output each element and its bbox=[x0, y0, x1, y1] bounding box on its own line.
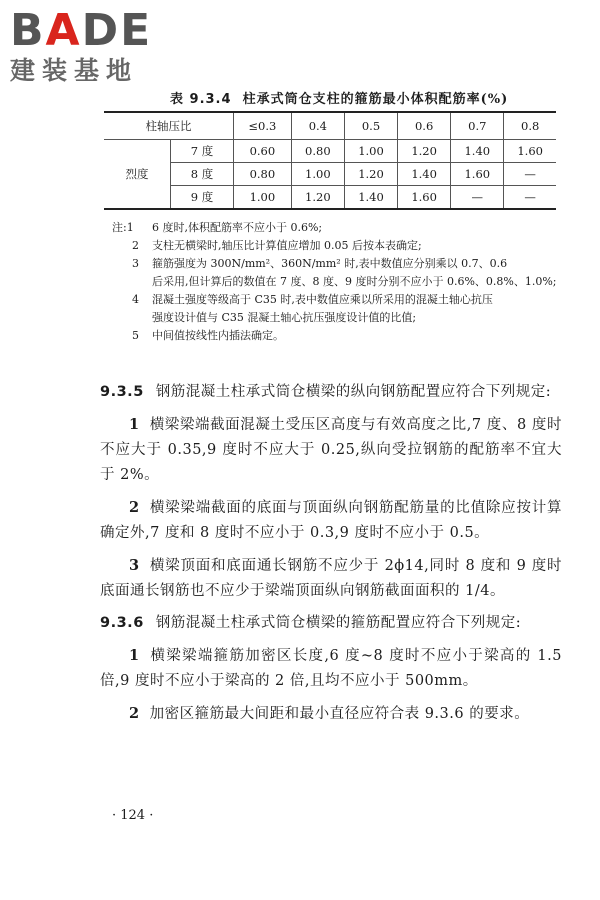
clause-item: 3 横梁顶面和底面通长钢筋不应少于 2ϕ14,同时 8 度和 9 度时底面通长钢筋也不应少于梁端顶面纵向钢筋截面面积的 1/4。 bbox=[100, 557, 562, 599]
note-continuation: 后采用,但计算后的数值在 7 度、8 度、9 度时分别不应小于 0.6%、0.8%、1.0%; bbox=[152, 275, 557, 288]
table-cell: 1.60 bbox=[398, 186, 451, 210]
table-row bbox=[104, 163, 556, 186]
table-cell: 1.40 bbox=[451, 140, 504, 163]
clause-item: 2 加密区箍筋最大间距和最小直径应符合表 9.3.6 的要求。 bbox=[129, 705, 530, 722]
table-cell: 1.40 bbox=[398, 163, 451, 186]
clause-item: 2 横梁梁端截面的底面与顶面纵向钢筋配筋量的比值除应按计算确定外,7 度和 8 度时不应小于 0.3,9 度时不应小于 0.5。 bbox=[100, 499, 562, 541]
body-text bbox=[100, 380, 562, 734]
clause-item: 1 横梁梁端截面混凝土受压区高度与有效高度之比,7 度、8 度时不应大于 0.35,9 度时不应大于 0.25,纵向受拉钢筋的配筋率不宜大于 2%。 bbox=[100, 416, 562, 483]
note-item: 3 箍筋强度为 300N/mm²、360N/mm² 时,表中数值应分别乘以 0.7、0.6 bbox=[132, 257, 508, 270]
table-row bbox=[104, 186, 556, 210]
table-row bbox=[104, 140, 556, 163]
table-header-cell: 0.5 bbox=[344, 112, 397, 140]
table-header-cell: 0.8 bbox=[504, 112, 556, 140]
table-cell: 1.60 bbox=[451, 163, 504, 186]
table-cell: 1.40 bbox=[344, 186, 397, 210]
table-row-label: 7 度 bbox=[171, 140, 234, 163]
table-cell: 0.80 bbox=[234, 163, 292, 186]
table-cell: 1.00 bbox=[234, 186, 292, 210]
table-header-cell: 0.4 bbox=[291, 112, 344, 140]
table-row-label: 9 度 bbox=[171, 186, 234, 210]
table-cell: — bbox=[504, 163, 556, 186]
stirrup-ratio-table bbox=[104, 111, 556, 210]
table-header-label: 柱轴压比 bbox=[104, 112, 234, 140]
logo-subtitle: 建装基地 bbox=[10, 56, 139, 85]
table-cell: — bbox=[451, 186, 504, 210]
brand-logo bbox=[10, 5, 180, 86]
table-cell: 1.60 bbox=[504, 140, 556, 163]
table-header-row bbox=[104, 112, 556, 140]
table-notes bbox=[112, 219, 572, 345]
page-number: · 124 · bbox=[112, 808, 154, 823]
note-item: 注:1 6 度时,体积配筋率不应小于 0.6%; bbox=[112, 221, 323, 234]
table-cell: 1.20 bbox=[291, 186, 344, 210]
note-continuation: 强度设计值与 C35 混凝土轴心抗压强度设计值的比值; bbox=[152, 311, 417, 324]
table-cell: 0.80 bbox=[291, 140, 344, 163]
table-cell: 1.00 bbox=[344, 140, 397, 163]
table-header-cell: 0.7 bbox=[451, 112, 504, 140]
note-item: 2 支柱无横梁时,轴压比计算值应增加 0.05 后按本表确定; bbox=[132, 239, 422, 252]
table-cell: 1.20 bbox=[344, 163, 397, 186]
section-9-3-6: 9.3.6 钢筋混凝土柱承式筒仓横梁的箍筋配置应符合下列规定: bbox=[100, 615, 522, 631]
table-header-cell: 0.6 bbox=[398, 112, 451, 140]
table-cell: — bbox=[504, 186, 556, 210]
note-item: 5 中间值按线性内插法确定。 bbox=[132, 329, 284, 342]
table-header-cell: ≤0.3 bbox=[234, 112, 292, 140]
table-cell: 1.20 bbox=[398, 140, 451, 163]
section-9-3-5: 9.3.5 钢筋混凝土柱承式筒仓横梁的纵向钢筋配置应符合下列规定: bbox=[100, 384, 552, 400]
clause-item: 1 横梁梁端箍筋加密区长度,6 度~8 度时不应小于梁高的 1.5 倍,9 度时不应小于梁高的 2 倍,且均不应小于 500mm。 bbox=[100, 647, 562, 689]
table-row-label: 8 度 bbox=[171, 163, 234, 186]
table-title: 表 9.3.4 柱承式筒仓支柱的箍筋最小体积配筋率(%) bbox=[170, 92, 509, 107]
note-item: 4 混凝土强度等级高于 C35 时,表中数值应乘以所采用的混凝土轴心抗压 bbox=[132, 293, 493, 306]
table-group-label: 烈度 bbox=[104, 140, 171, 210]
logo-wordmark: BADE bbox=[10, 5, 153, 56]
table-cell: 1.00 bbox=[291, 163, 344, 186]
table-cell: 0.60 bbox=[234, 140, 292, 163]
